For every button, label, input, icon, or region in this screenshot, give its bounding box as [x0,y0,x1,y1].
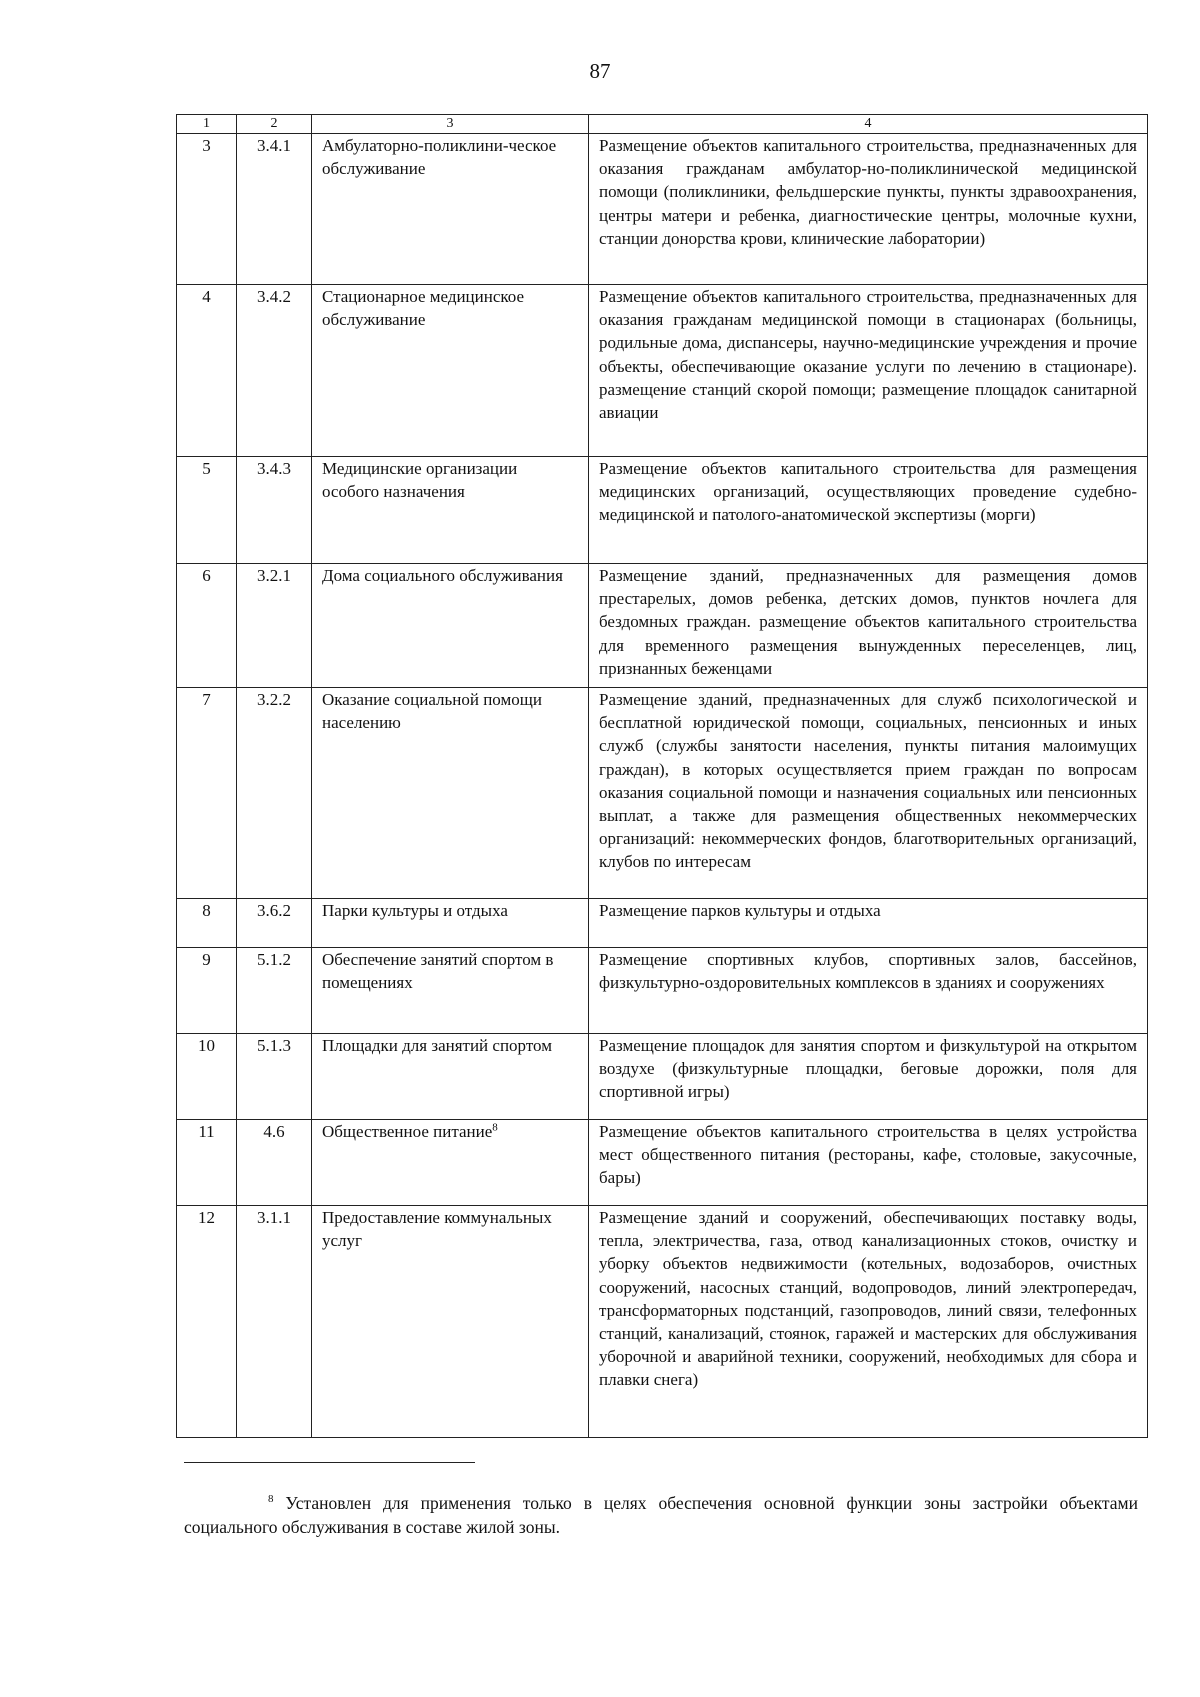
table-header-row [177,115,1148,134]
row-number: 7 [177,688,237,899]
row-code: 4.6 [237,1120,312,1206]
table-row [177,285,1148,457]
table-row [177,134,1148,285]
footnote [184,1491,1138,1539]
row-description: Размещение парков культуры и отдыха [589,899,1148,948]
row-code: 3.4.2 [237,285,312,457]
row-number: 6 [177,564,237,688]
row-code: 3.2.1 [237,564,312,688]
land-use-table [176,114,1148,1438]
table-row [177,948,1148,1034]
header-cell-1: 1 [177,115,237,134]
row-description: Размещение объектов капитального строительства, предназначенных для оказания гражданам амбулатор-но-поликлинической медицинской помощи (поликлиники, фельдшерские пункты, пункты здравоохранения, центры матери и ребенка, диагностические центры, молочные кухни, станции донорства крови, клинические лаборатории) [589,134,1148,285]
header-cell-2: 2 [237,115,312,134]
table-row [177,1120,1148,1206]
row-number: 9 [177,948,237,1034]
row-code: 3.4.1 [237,134,312,285]
table-row [177,1034,1148,1120]
row-name [312,1120,589,1206]
footnote-text: Установлен для применения только в целях обеспечения основной функции зоны застройки объектами социального обслуживания в составе жилой зоны. [184,1493,1139,1537]
table-row [177,457,1148,564]
row-description: Размещение объектов капитального строительства в целях устройства мест общественного питания (рестораны, кафе, столовые, закусочные, бары) [589,1120,1148,1206]
row-name-text: Общественное питание [322,1122,493,1141]
row-number: 8 [177,899,237,948]
row-description: Размещение спортивных клубов, спортивных залов, бассейнов, физкультурно-оздоровительных комплексов в зданиях и сооружениях [589,948,1148,1034]
row-number: 12 [177,1206,237,1438]
row-name: Дома социального обслуживания [312,564,589,688]
table-row [177,564,1148,688]
table-row [177,688,1148,899]
row-name: Парки культуры и отдыха [312,899,589,948]
row-number: 11 [177,1120,237,1206]
row-name: Обеспечение занятий спортом в помещениях [312,948,589,1034]
row-description: Размещение зданий, предназначенных для служб психологической и бесплатной юридической помощи, социальных, пенсионных и иных служб (службы занятости населения, пункты питания малоимущих граждан), в которых осуществляется прием граждан по вопросам оказания социальной помощи и назначения социальных или пенсионных выплат, а также для размещения общественных некоммерческих организаций: некоммерческих фондов, благотворительных организаций, клубов по интересам [589,688,1148,899]
table-row [177,899,1148,948]
row-name: Предоставление коммунальных услуг [312,1206,589,1438]
row-code: 3.6.2 [237,899,312,948]
row-number: 10 [177,1034,237,1120]
row-name: Амбулаторно-поликлини-ческое обслуживание [312,134,589,285]
row-number: 3 [177,134,237,285]
row-name: Оказание социальной помощи населению [312,688,589,899]
row-name: Медицинские организации особого назначения [312,457,589,564]
header-cell-4: 4 [589,115,1148,134]
page-number: 87 [589,59,611,83]
row-description: Размещение зданий и сооружений, обеспечивающих поставку воды, тепла, электричества, газа, отвод канализационных стоков, очистку и уборку объектов недвижимости (котельных, водозаборов, очистных сооружений, насосных станций, водопроводов, линий электропередач, трансформаторных подстанций, газопроводов, линий связи, телефонных станций, канализаций, стоянок, гаражей и мастерских для обслуживания уборочной и аварийной техники, сооружений, необходимых для сбора и плавки снега) [589,1206,1148,1438]
header-cell-3: 3 [312,115,589,134]
table-row [177,1206,1148,1438]
row-code: 5.1.3 [237,1034,312,1120]
row-number: 4 [177,285,237,457]
row-code: 3.4.3 [237,457,312,564]
row-code: 5.1.2 [237,948,312,1034]
row-name: Площадки для занятий спортом [312,1034,589,1120]
row-description: Размещение объектов капитального строительства для размещения медицинских организаций, осуществляющих проведение судебно-медицинской и патолого-анатомической экспертизы (морги) [589,457,1148,564]
row-description: Размещение зданий, предназначенных для размещения домов престарелых, домов ребенка, детских домов, пунктов ночлега для бездомных граждан. размещение объектов капитального строительства для временного размещения вынужденных переселенцев, лиц, признанных беженцами [589,564,1148,688]
row-number: 5 [177,457,237,564]
row-description: Размещение площадок для занятия спортом и физкультурой на открытом воздухе (физкультурные площадки, беговые дорожки, поля для спортивной игры) [589,1034,1148,1120]
row-code: 3.2.2 [237,688,312,899]
row-description: Размещение объектов капитального строительства, предназначенных для оказания гражданам медицинской помощи в стационарах (больницы, родильные дома, диспансеры, научно-медицинские учреждения и прочие объекты, обеспечивающие оказание услуги по лечению в стационаре). размещение станций скорой помощи; размещение площадок санитарной авиации [589,285,1148,457]
footnote-separator [184,1462,475,1463]
row-name: Стационарное медицинское обслуживание [312,285,589,457]
footnote-marker: 8 [268,1493,274,1506]
footnote-reference: 8 [492,1121,498,1134]
row-code: 3.1.1 [237,1206,312,1438]
